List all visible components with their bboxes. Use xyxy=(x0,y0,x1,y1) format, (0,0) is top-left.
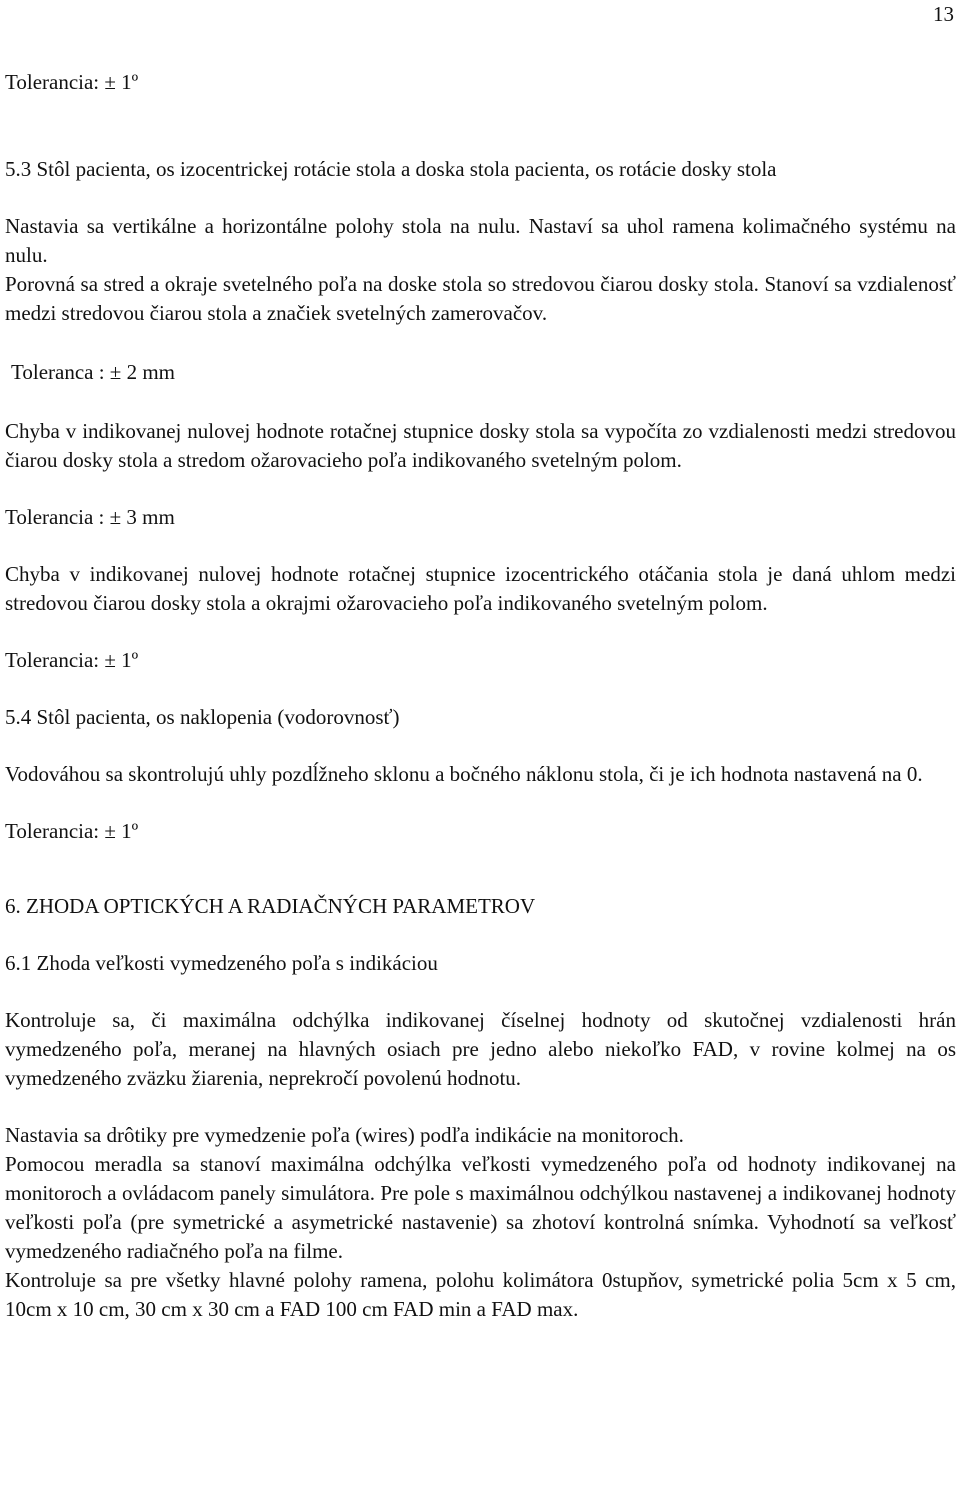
tolerance-line-4: Tolerancia: ± 1º xyxy=(5,648,139,672)
paragraph-level-check: Vodováhou sa skontrolujú uhly pozdĺžneho sklonu a bočného náklonu stola, či je ich hodnota nastavená na 0. xyxy=(5,762,923,786)
tolerance-line-5: Tolerancia: ± 1º xyxy=(5,819,139,843)
tolerance-line-2: Toleranca : ± 2 mm xyxy=(11,360,176,384)
tolerance-line-1: Tolerancia: ± 1º xyxy=(5,70,139,94)
document-body xyxy=(5,68,956,1324)
paragraph-rotation-error: Chyba v indikovanej nulovej hodnote rotačnej stupnice dosky stola sa vypočíta zo vzdialenosti medzi stredovou čiarou dosky stola a stredom ožarovacieho poľa indikovaného svetelným polom. xyxy=(5,419,956,472)
section-5-3-heading: 5.3 Stôl pacienta, os izocentrickej rotácie stola a doska stola pacienta, os rotácie dosky stola xyxy=(5,157,777,181)
paragraph-measure-deviation: Pomocou meradla sa stanoví maximálna odchýlka veľkosti vymedzeného poľa od hodnoty indikovanej na monitoroch a ovládacom panely simulátora. Pre pole s maximálnou odchýlkou nastavenej a indikovanej hodnoty veľkosti poľa (pre symetrické a asymetrické nastavenie) sa zhotoví kontrolná snímka. Vyhodnotí sa veľkosť vymedzeného radiačného poľa na filme. xyxy=(5,1152,956,1263)
section-6-heading: 6. ZHODA OPTICKÝCH A RADIAČNÝCH PARAMETROV xyxy=(5,894,536,918)
paragraph-field-size-check: Kontroluje sa, či maximálna odchýlka indikovanej číselnej hodnoty od skutočnej vzdialenosti hrán vymedzeného poľa, meranej na hlavných osiach pre jedno alebo niekoľko FAD, v rovine kolmej na os vymedzeného zväzku žiarenia, neprekročí povolenú hodnotu. xyxy=(5,1008,956,1090)
paragraph-compare-center: Porovná sa stred a okraje svetelného poľa na doske stola so stredovou čiarou dosky stola. Stanoví sa vzdialenosť medzi stredovou čiarou stola a značiek svetelných zamerovačov. xyxy=(5,272,956,325)
paragraph-positions-check: Kontroluje sa pre všetky hlavné polohy ramena, polohu kolimátora 0stupňov, symetrické polia 5cm x 5 cm, 10cm x 10 cm, 30 cm x 30 cm a FAD 100 cm FAD min a FAD max. xyxy=(5,1268,956,1321)
tolerance-line-3: Tolerancia : ± 3 mm xyxy=(5,505,175,529)
section-5-4-heading: 5.4 Stôl pacienta, os naklopenia (vodorovnosť) xyxy=(5,705,400,729)
page-number: 13 xyxy=(933,2,954,26)
paragraph-isocentric-error: Chyba v indikovanej nulovej hodnote rotačnej stupnice izocentrického otáčania stola je daná uhlom medzi stredovou čiarou dosky stola a okrajmi ožarovacieho poľa indikovaného svetelným polom. xyxy=(5,562,956,615)
section-6-1-heading: 6.1 Zhoda veľkosti vymedzeného poľa s indikáciou xyxy=(5,951,438,975)
paragraph-table-zero: Nastavia sa vertikálne a horizontálne polohy stola na nulu. Nastaví sa uhol ramena kolimačného systému na nulu. xyxy=(5,214,956,267)
paragraph-wires: Nastavia sa drôtiky pre vymedzenie poľa (wires) podľa indikácie na monitoroch. xyxy=(5,1123,684,1147)
